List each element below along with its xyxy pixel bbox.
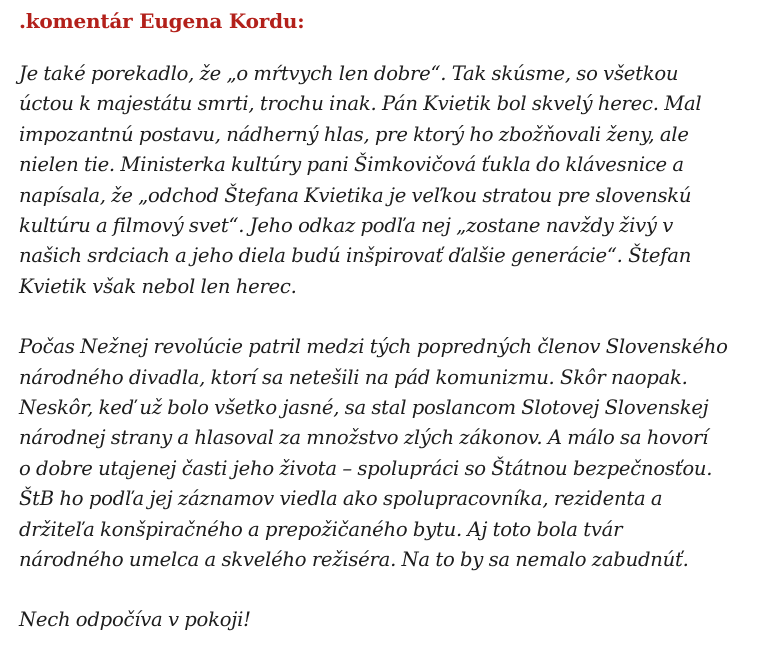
paragraph-3 xyxy=(19,605,762,635)
paragraph-line: našich srdciach a jeho diela budú inšpirovať ďalšie generácie“. Štefan xyxy=(19,244,692,268)
paragraph-line: Počas Nežnej revolúcie patril medzi tých popredných členov Slovenského xyxy=(19,335,728,359)
paragraph-line: národného divadla, ktorí sa netešili na pád komunizmu. Skôr naopak. xyxy=(19,365,688,389)
article-heading: .komentár Eugena Kordu: xyxy=(19,9,305,33)
paragraph-line: úctou k majestátu smrti, trochu inak. Pán Kvietik bol skvelý herec. Mal xyxy=(19,92,702,116)
paragraph-line: Neskôr, keď už bolo všetko jasné, sa stal poslancom Slotovej Slovenskej xyxy=(19,396,709,420)
paragraph-line: ŠtB ho podľa jej záznamov viedla ako spolupracovníka, rezidenta a xyxy=(19,487,663,511)
paragraph-line: národnej strany a hlasoval za množstvo zlých zákonov. A málo sa hovorí xyxy=(19,426,709,450)
paragraph-line: napísala, že „odchod Štefana Kvietika je veľkou stratou pre slovenskú xyxy=(19,183,692,207)
paragraph-line: Kvietik však nebol len herec. xyxy=(19,274,297,298)
paragraph-2 xyxy=(19,332,762,575)
paragraph-line: držiteľa konšpiračného a prepožičaného bytu. Aj toto bola tvár xyxy=(19,517,623,541)
paragraph-line: o dobre utajenej časti jeho života – spolupráci so Štátnou bezpečnosťou. xyxy=(19,456,713,480)
paragraph-line: nielen tie. Ministerka kultúry pani Šimkovičová ťukla do klávesnice a xyxy=(19,153,684,177)
paragraph-line: Nech odpočíva v pokoji! xyxy=(19,607,251,631)
paragraph-line: impozantnú postavu, nádherný hlas, pre ktorý ho zbožňovali ženy, ale xyxy=(19,122,689,146)
paragraph-line: národného umelca a skvelého režiséra. Na to by sa nemalo zabudnúť. xyxy=(19,548,689,572)
paragraph-line: kultúru a filmový svet“. Jeho odkaz podľa nej „zostane navždy živý v xyxy=(19,214,674,238)
paragraph-1 xyxy=(19,59,762,302)
paragraph-line: Je také porekadlo, že „o mŕtvych len dobre“. Tak skúsme, so všetkou xyxy=(19,62,679,85)
